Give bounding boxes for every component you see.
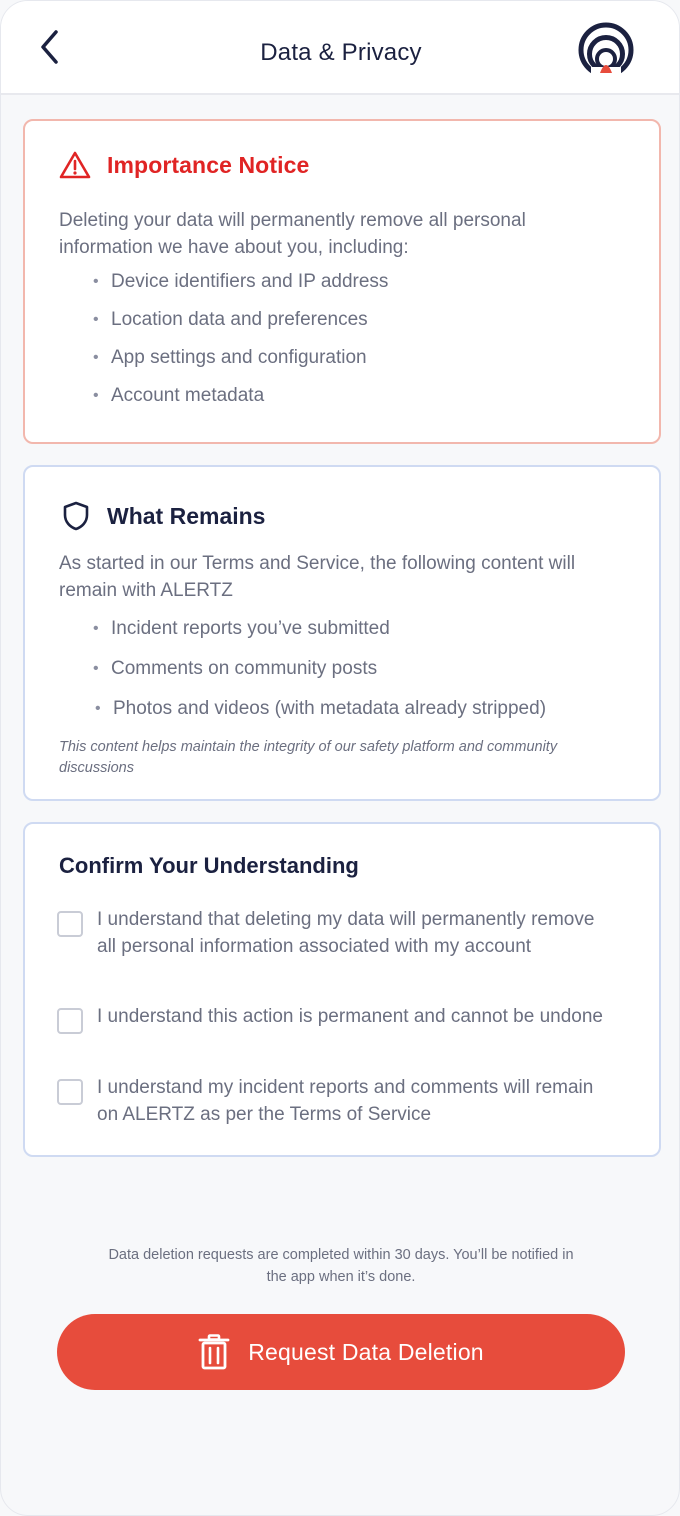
warning-triangle-icon [59,151,91,179]
confirm-checkbox-2[interactable] [57,1008,83,1034]
remains-title: What Remains [107,502,266,529]
list-item: • Location data and preferences [93,307,388,345]
list-item: • Incident reports you’ve submitted [93,616,546,656]
page-title: Data & Privacy [260,39,422,66]
list-item: • Comments on community posts [93,656,546,696]
confirm-label[interactable]: I understand this action is permanent and cannot be undone [97,1006,603,1027]
confirm-checkbox-3[interactable] [57,1079,83,1105]
remains-body: As started in our Terms and Service, the following content will remain with ALERTZ [59,553,576,601]
confirm-checkbox-1[interactable] [57,911,83,937]
confirm-item [57,906,617,960]
remains-note: This content helps maintain the integrity of our safety platform and community discussions [59,739,558,776]
alertz-logo-icon [577,21,635,79]
request-data-deletion-button[interactable] [57,1314,625,1390]
confirm-title: Confirm Your Understanding [59,853,359,878]
list-item: • Photos and videos (with metadata already stripped) [95,696,546,736]
request-data-deletion-label: Request Data Deletion [248,1338,484,1365]
trash-icon [198,1334,230,1370]
list-item: • App settings and configuration [93,345,388,383]
notice-body: Deleting your data will permanently remove all personal information we have about you, including: [59,210,526,258]
notice-title: Importance Notice [107,151,310,178]
app-header [1,1,680,95]
list-item: • Device identifiers and IP address [93,269,388,307]
remains-list [93,616,546,736]
notice-header [59,151,309,179]
remains-header [63,501,265,531]
list-item: • Account metadata [93,383,388,421]
confirm-item [57,1074,617,1128]
notice-list [93,269,388,421]
confirm-label[interactable]: I understand that deleting my data will permanently remove all personal information associated with my account [97,909,595,957]
confirm-item [57,1003,617,1034]
confirm-label[interactable]: I understand my incident reports and comments will remain on ALERTZ as per the Terms of Service [97,1077,594,1125]
shield-icon [63,501,89,531]
deletion-info-note: Data deletion requests are completed within 30 days. You’ll be notified in the app when it’s done. [108,1247,574,1285]
